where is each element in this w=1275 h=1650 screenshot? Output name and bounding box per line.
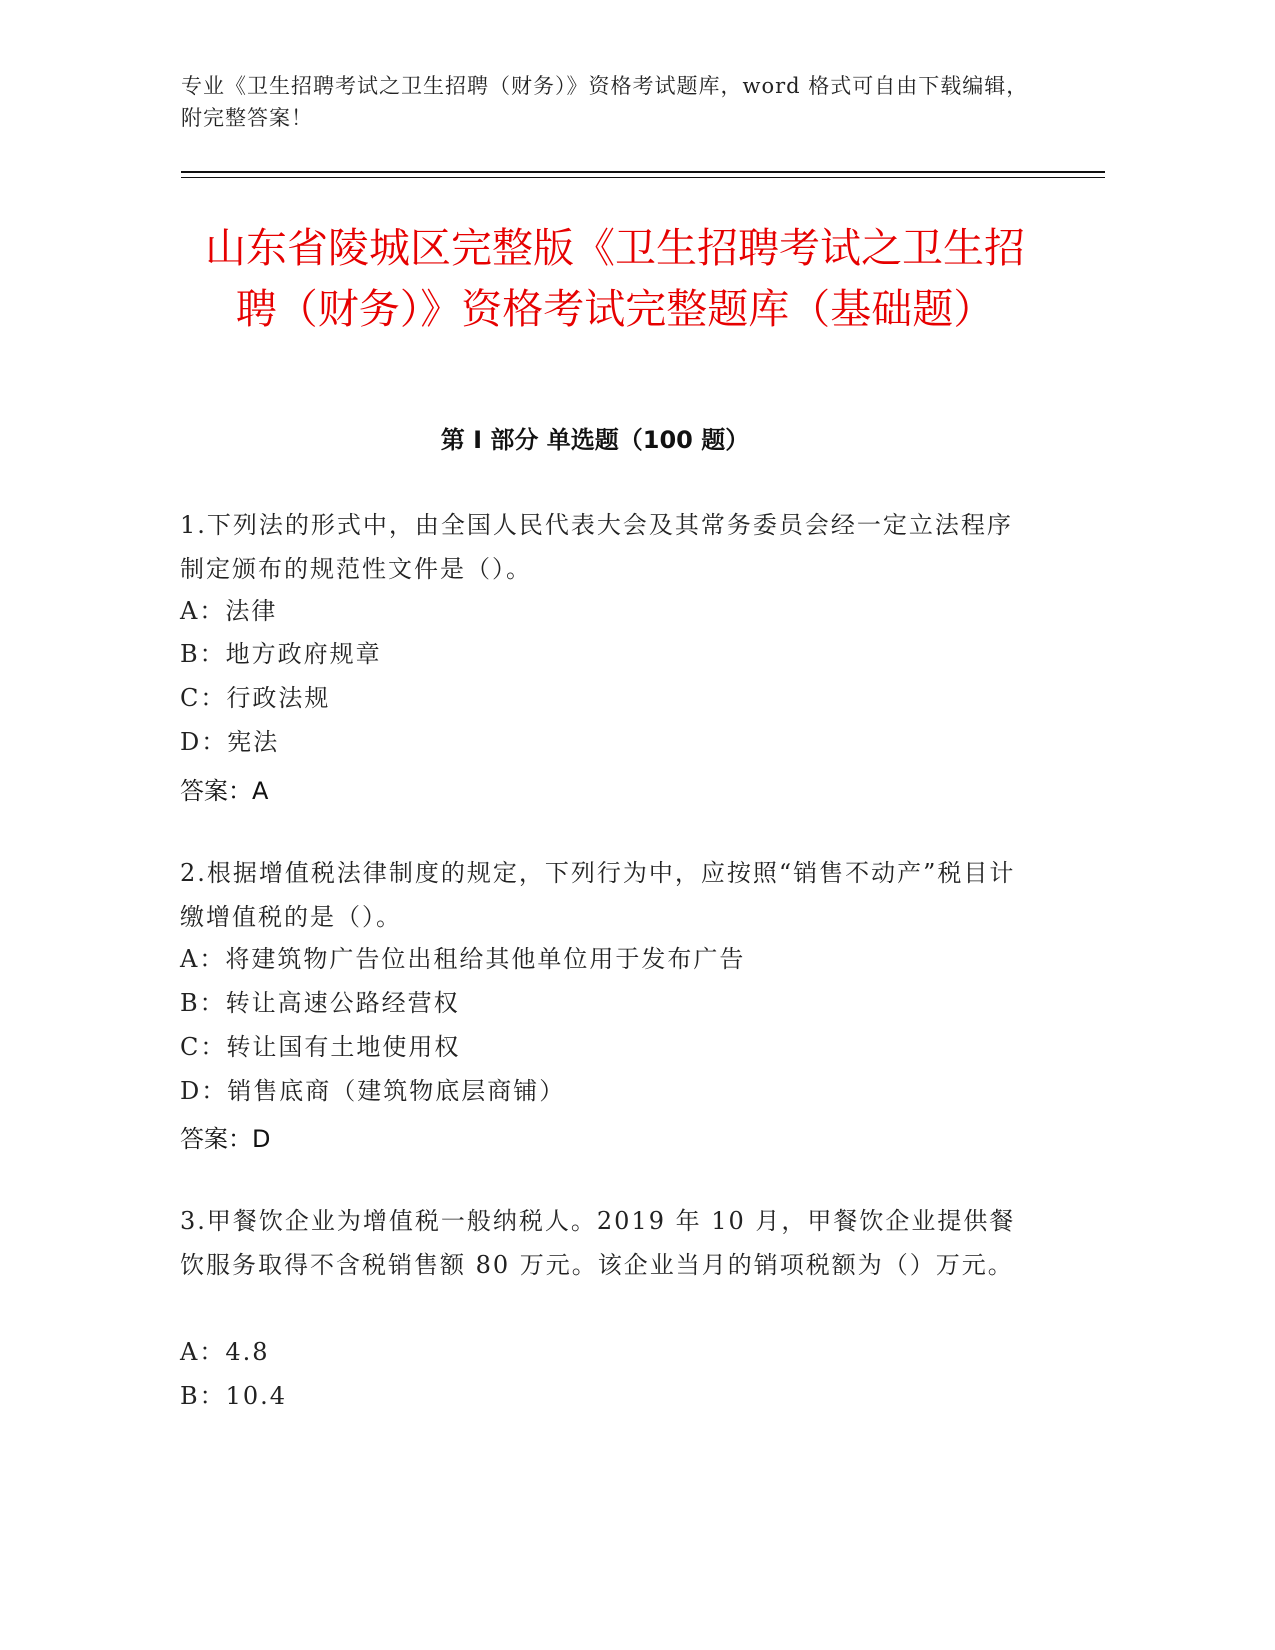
question-option: A：4.8 [180,1338,270,1366]
question-option: B：转让高速公路经营权 [180,989,460,1017]
header-note: 专业《卫生招聘考试之卫生招聘（财务）》资格考试题库，word 格式可自由下载编辑，附完整答案！ [181,74,1029,130]
question-option: B：10.4 [180,1382,288,1410]
answer-line: 答案：A [180,777,269,805]
header-rule-thin [181,177,1105,178]
question-option: C：行政法规 [180,684,331,712]
question-option: B：地方政府规章 [180,640,382,668]
document-title: 山东省陵城区完整版《卫生招聘考试之卫生招聘（财务）》资格考试完整题库（基础题） [205,224,1025,333]
question-option: A：法律 [180,597,278,625]
question-option: D：销售底商（建筑物底层商铺） [180,1077,566,1105]
question-text: 3.甲餐饮企业为增值税一般纳税人。2019 年 10 月，甲餐饮企业提供餐饮服务取得不含税销售额 80 万元。该企业当月的销项税额为（）万元。 [180,1207,1016,1279]
question-text: 1.下列法的形式中，由全国人民代表大会及其常务委员会经一定立法程序制定颁布的规范性文件是（）。 [180,511,1013,583]
question-option: A：将建筑物广告位出租给其他单位用于发布广告 [180,945,746,973]
section-title: 第 I 部分 单选题（100 题） [440,426,750,454]
header-rule-thick [181,171,1105,173]
question-text: 2.根据增值税法律制度的规定，下列行为中，应按照“销售不动产”税目计缴增值税的是（）。 [180,859,1016,931]
question-option: D：宪法 [180,728,280,756]
question-option: C：转让国有土地使用权 [180,1033,461,1061]
answer-line: 答案：D [180,1125,271,1153]
